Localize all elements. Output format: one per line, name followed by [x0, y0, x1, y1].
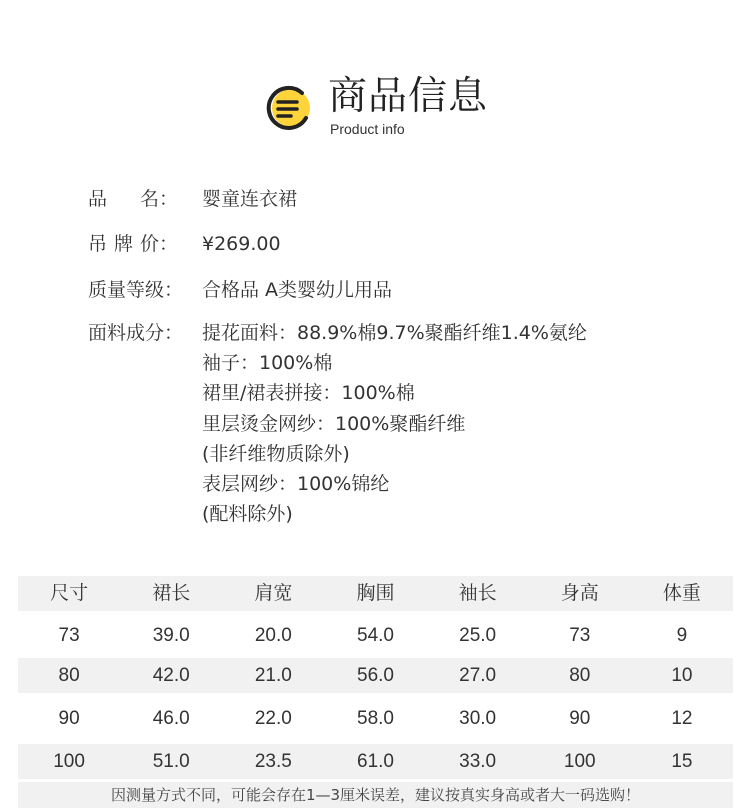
table-cell: 27.0	[459, 665, 497, 686]
fabric-line: (配料除外)	[202, 503, 293, 526]
table-cell: 22.0	[254, 708, 292, 729]
table-cell: 46.0	[152, 708, 190, 729]
table-cell: 25.0	[459, 625, 497, 646]
info-value-name: 婴童连衣裙	[202, 188, 298, 210]
fabric-composition	[202, 318, 587, 529]
section-header	[264, 74, 524, 138]
table-header-cell: 尺寸	[50, 582, 89, 604]
table-cell: 90	[569, 708, 591, 729]
fabric-line: (非纤维物质除外)	[202, 442, 350, 465]
table-cell: 20.0	[254, 625, 292, 646]
table-cell: 80	[569, 665, 591, 686]
table-cell: 58.0	[357, 708, 394, 729]
fabric-line: 提花面料：88.9%棉9.7%聚酯纤维1.4%氨纶	[202, 322, 587, 344]
table-cell: 51.0	[152, 751, 190, 772]
table-cell: 33.0	[459, 751, 497, 772]
fabric-line: 裙里/裙表拼接：100%棉	[202, 382, 415, 405]
table-header-cell: 裙长	[152, 582, 191, 604]
info-label-grade: 质量等级：	[88, 279, 184, 301]
fabric-line: 袖子：100%棉	[202, 352, 333, 375]
info-label-name: 品 名：	[88, 188, 178, 210]
info-value-grade: 合格品 A类婴幼儿用品	[202, 279, 393, 301]
table-cell: 56.0	[357, 665, 394, 686]
page-title: 商品信息	[328, 74, 489, 119]
table-cell: 15	[671, 751, 693, 772]
fabric-line: 表层网纱：100%锦纶	[202, 473, 390, 496]
table-row	[18, 701, 733, 736]
table-cell: 100	[53, 751, 85, 772]
table-cell: 23.5	[254, 751, 292, 772]
table-cell: 100	[563, 751, 596, 772]
table-cell: 12	[671, 708, 693, 729]
product-info-icon	[264, 84, 314, 134]
table-cell: 30.0	[459, 708, 497, 729]
table-cell: 61.0	[357, 751, 394, 772]
fabric-line: 里层烫金网纱：100%聚酯纤维	[202, 412, 466, 435]
table-cell: 21.0	[254, 665, 292, 686]
table-cell: 73	[569, 625, 591, 646]
table-header-cell: 体重	[662, 582, 701, 604]
table-cell: 54.0	[357, 625, 394, 646]
table-row	[18, 658, 733, 693]
table-row	[18, 618, 733, 653]
info-value-price: ¥269.00	[202, 233, 281, 255]
table-cell: 42.0	[152, 665, 190, 686]
table-header-cell: 袖长	[458, 582, 497, 604]
info-label-price: 吊 牌 价：	[88, 233, 178, 255]
table-row	[18, 744, 733, 779]
table-header-cell: 肩宽	[254, 582, 293, 604]
table-cell: 9	[676, 625, 688, 646]
table-header-cell: 胸围	[356, 582, 395, 604]
table-cell: 73	[58, 625, 80, 646]
table-cell: 39.0	[152, 625, 190, 646]
table-cell: 10	[671, 665, 693, 686]
page-subtitle: Product info	[330, 121, 405, 137]
table-cell: 80	[58, 665, 80, 686]
measurement-note: 因测量方式不同，可能会存在1—3厘米误差，建议按真实身高或者大一码选购！	[18, 782, 733, 808]
table-cell: 90	[58, 708, 80, 729]
table-header-cell: 身高	[560, 582, 599, 604]
info-label-fabric: 面料成分：	[88, 322, 184, 344]
table-header-row	[18, 576, 733, 611]
